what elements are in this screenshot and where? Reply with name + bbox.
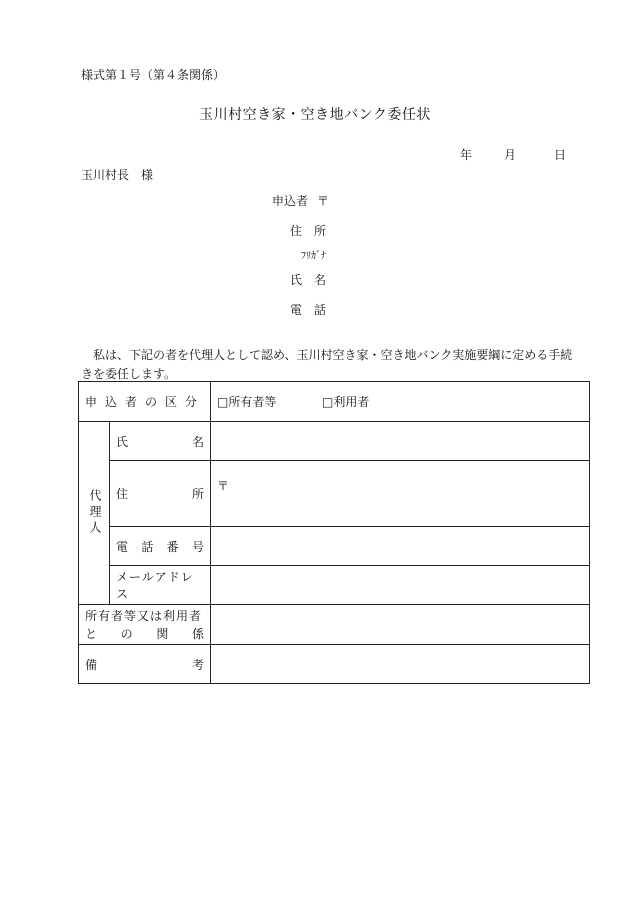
- form-number: 様式第１号（第４条関係）: [81, 68, 226, 82]
- applicant-postal-mark: 〒: [317, 194, 330, 208]
- applicant-phone-label: 電 話: [289, 303, 326, 317]
- relation-label-line1: 所有者等又は利用者: [85, 608, 203, 623]
- proxy-address-label-cell: [110, 461, 211, 527]
- category-options-cell: [211, 382, 590, 422]
- remarks-label: 備 考: [85, 657, 204, 672]
- proxy-address-label: 住 所: [116, 487, 204, 501]
- remarks-field[interactable]: [211, 645, 590, 684]
- proxy-label-cell: [79, 422, 110, 605]
- proxy-email-field[interactable]: [211, 566, 590, 605]
- relation-field[interactable]: [211, 605, 590, 645]
- table-row: [79, 461, 590, 527]
- applicant-label: 申込者: [271, 194, 308, 208]
- category-label-cell: [79, 382, 211, 422]
- table-row: [79, 382, 590, 422]
- applicant-furigana-label: ﾌﾘｶﾞﾅ: [301, 251, 326, 262]
- relation-label-line2: と の 関 係: [85, 626, 204, 641]
- proxy-name-field[interactable]: [211, 422, 590, 461]
- category-label: 申 込 者 の 区 分: [85, 395, 204, 409]
- table-row: [79, 605, 590, 645]
- proxy-phone-field[interactable]: [211, 527, 590, 566]
- user-checkbox[interactable]: □利用者: [322, 395, 370, 409]
- owner-checkbox[interactable]: □所有者等: [217, 395, 277, 409]
- addressee: 玉川村長 様: [81, 168, 154, 182]
- proxy-phone-label-cell: [110, 527, 211, 566]
- remarks-label-cell: [79, 645, 211, 684]
- applicant-address-label: 住 所: [289, 224, 326, 238]
- date-day: 日: [554, 148, 567, 162]
- delegation-statement: 私は、下記の者を代理人として認め、玉川村空き家・空き地バンク実施要綱に定める手続きを委任します。: [81, 348, 573, 381]
- proxy-postal-mark: 〒: [217, 479, 230, 493]
- table-row: [79, 527, 590, 566]
- proxy-name-label: 氏 名: [116, 434, 204, 449]
- date-line: [460, 146, 566, 163]
- proxy-email-label-cell: [110, 566, 211, 605]
- proxy-name-label-cell: [110, 422, 211, 461]
- date-year: 年: [460, 148, 473, 162]
- document-title: 玉川村空き家・空き地バンク委任状: [199, 107, 431, 123]
- proxy-phone-label: 電 話 番 号: [116, 539, 204, 554]
- proxy-table: [78, 381, 590, 684]
- proxy-address-field[interactable]: [211, 461, 590, 527]
- proxy-email-label: メールアドレス: [116, 570, 194, 601]
- table-row: [79, 645, 590, 684]
- date-month: 月: [504, 148, 517, 162]
- relation-label-cell: [79, 605, 211, 645]
- table-row: [79, 566, 590, 605]
- applicant-name-label: 氏 名: [289, 273, 326, 287]
- table-row: [79, 422, 590, 461]
- proxy-label: 代理人: [88, 489, 102, 537]
